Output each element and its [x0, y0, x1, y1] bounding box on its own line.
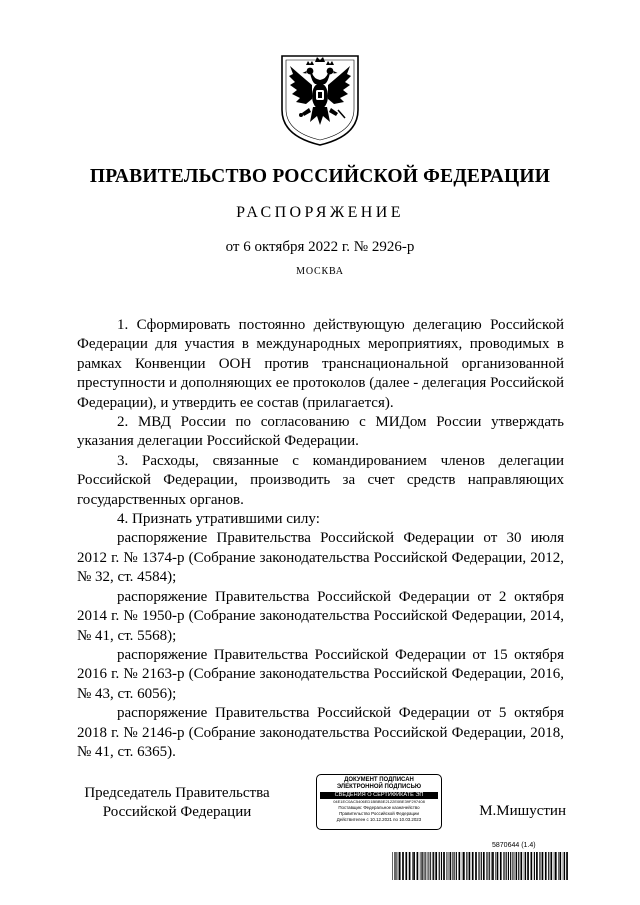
electronic-signature-stamp — [316, 774, 442, 830]
repealed-item-3: распоряжение Правительства Российской Федерации от 15 октября 2016 г. № 2163-р (Собрание законодательства Российской Федерации, 2016, № 43, ст. 6056); — [77, 646, 564, 702]
signatory-position-line-1: Председатель Правительства — [84, 785, 270, 801]
coat-of-arms-emblem — [279, 52, 361, 148]
government-title: ПРАВИТЕЛЬСТВО РОССИЙСКОЙ ФЕДЕРАЦИИ — [89, 166, 551, 187]
document-body — [77, 316, 564, 762]
document-city: МОСКВА — [296, 266, 344, 277]
stamp-line-2: ЭЛЕКТРОННОЙ ПОДПИСЬЮ — [336, 784, 422, 790]
signatory-position-line-2: Российской Федерации — [102, 804, 252, 820]
barcode-number: 5870644 (1.4) — [492, 842, 536, 849]
signatory-name: М.Мишустин — [479, 803, 566, 819]
repealed-item-4: распоряжение Правительства Российской Федерации от 5 октября 2018 г. № 2146-р (Собрание законодательства Российской Федерации, 2018, № 41, ст. 6365). — [77, 705, 564, 760]
stamp-validity: Действителен с 10.12.2021 по 10.03.2023 — [336, 816, 422, 822]
barcode — [392, 852, 568, 880]
stamp-issuer-label: Поставщик: Федеральное казначейство — [338, 804, 420, 810]
paragraph-3: 3. Расходы, связанные с командированием членов делегации Российской Федерации, производить за счет средств направляющих государственных органов. — [77, 452, 564, 508]
signatory-position — [77, 784, 277, 822]
paragraph-4: 4. Признать утратившими силу: — [117, 511, 320, 528]
document-date-number: от 6 октября 2022 г. № 2926-р — [225, 239, 415, 255]
paragraph-2: 2. МВД России по согласованию с МИДом России утверждать указания делегации Российской Федерации. — [77, 414, 564, 450]
repealed-item-1: распоряжение Правительства Российской Федерации от 30 июля 2012 г. № 1374-р (Собрание законодательства Российской Федерации, 2012, № 32, ст. 4584); — [77, 530, 564, 586]
repealed-item-2: распоряжение Правительства Российской Федерации от 2 октября 2014 г. № 1950-р (Собрание законодательства Российской Федерации, 2014, № 41, ст. 5568); — [77, 588, 564, 644]
stamp-line-1: ДОКУМЕНТ ПОДПИСАН — [344, 777, 414, 783]
stamp-certificate-banner: СВЕДЕНИЯ О СЕРТИФИКАТЕ ЭП — [320, 792, 438, 799]
paragraph-1: 1. Сформировать постоянно действующую делегацию Российской Федерации для участия в международных мероприятиях, проводимых в рамках Конвенции ООН против транснациональной организованной преступности и дополняющих ее протоколов (далее - делегация Российской Федерации), и утвердить ее состав (прилагается). — [77, 317, 564, 411]
document-type: РАСПОРЯЖЕНИЕ — [236, 204, 404, 221]
stamp-issuer-org: Правительство Российской Федерации — [339, 810, 419, 816]
stamp-serial: 04E1EC0AC5406ED1BBB5E2122E0BE39F297408 — [333, 799, 425, 804]
